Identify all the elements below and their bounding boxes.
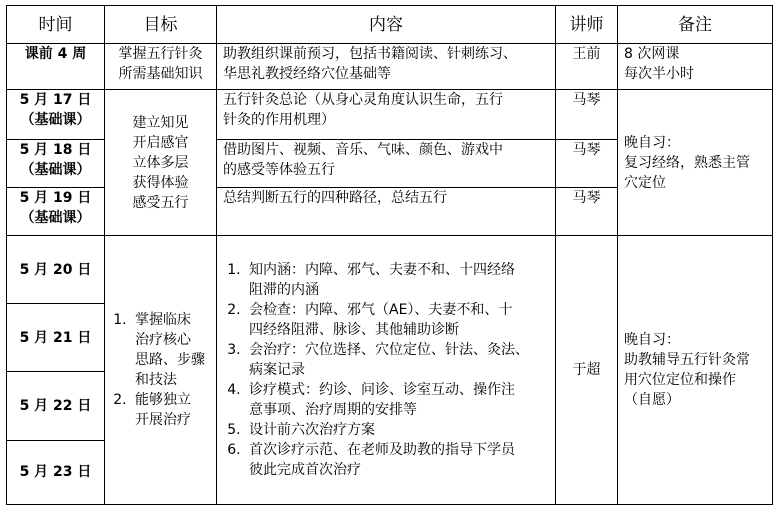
basic-notes-cell: 晚自习： 复习经络，熟悉主管 穴定位 — [618, 90, 773, 236]
time-cell: 5 月 23 日 — [7, 440, 105, 504]
content-cell: 总结判断五行的四种路径，总结五行 — [217, 187, 556, 235]
list-item: 3. 会治疗：穴位选择、穴位定位、针法、灸法、 病案记录 — [245, 340, 549, 380]
clinical-goal-list — [107, 310, 214, 430]
list-item: 2. 能够独立 开展治疗 — [131, 390, 214, 430]
lecturer-cell: 王前 — [556, 44, 618, 90]
clinical-content-list — [223, 260, 549, 480]
basic-goal-cell: 建立知见 开启感官 立体多层 获得体验 感受五行 — [105, 90, 217, 236]
list-item: 4. 诊疗模式：约诊、问诊、诊室互动、操作注 意事项、治疗周期的安排等 — [245, 380, 549, 420]
time-cell: 5 月 17 日 （基础课） — [7, 90, 105, 139]
table-row — [7, 235, 773, 303]
lecturer-cell: 马琴 — [556, 139, 618, 187]
content-cell: 借助图片、视频、音乐、气味、颜色、游戏中 的感受等体验五行 — [217, 139, 556, 187]
time-cell: 5 月 21 日 — [7, 304, 105, 372]
time-cell: 课前 4 周 — [7, 44, 105, 90]
clinical-goal-cell — [105, 235, 217, 504]
header-lecturer: 讲师 — [556, 6, 618, 44]
lecturer-cell: 马琴 — [556, 90, 618, 139]
clinical-content-cell — [217, 235, 556, 504]
time-cell: 5 月 19 日 （基础课） — [7, 187, 105, 235]
content-cell: 助教组织课前预习，包括书籍阅读、针刺练习、 华思礼教授经络穴位基础等 — [217, 44, 556, 90]
list-item: 5. 设计前六次治疗方案 — [245, 420, 549, 440]
content-cell: 五行针灸总论（从身心灵角度认识生命，五行 针灸的作用机理） — [217, 90, 556, 139]
list-item: 2. 会检查：内障、邪气（AE）、夫妻不和、十 四经络阻滞、脉诊、其他辅助诊断 — [245, 300, 549, 340]
schedule-table — [6, 5, 773, 505]
header-goal: 目标 — [105, 6, 217, 44]
time-cell: 5 月 18 日 （基础课） — [7, 139, 105, 187]
goal-cell: 掌握五行针灸 所需基础知识 — [105, 44, 217, 90]
table-row — [7, 90, 773, 139]
notes-cell: 8 次网课 每次半小时 — [618, 44, 773, 90]
lecturer-cell: 马琴 — [556, 187, 618, 235]
list-item: 1. 知内涵：内障、邪气、夫妻不和、十四经络 阻滞的内涵 — [245, 260, 549, 300]
header-time: 时间 — [7, 6, 105, 44]
table-row — [7, 44, 773, 90]
time-cell: 5 月 22 日 — [7, 372, 105, 440]
clinical-lecturer-cell: 于超 — [556, 235, 618, 504]
header-notes: 备注 — [618, 6, 773, 44]
time-cell: 5 月 20 日 — [7, 235, 105, 303]
header-row — [7, 6, 773, 44]
list-item: 1. 掌握临床 治疗核心 思路、步骤 和技法 — [131, 310, 214, 390]
clinical-notes-cell: 晚自习： 助教辅导五行针灸常 用穴位定位和操作 （自愿） — [618, 235, 773, 504]
header-content: 内容 — [217, 6, 556, 44]
list-item: 6. 首次诊疗示范、在老师及助教的指导下学员 彼此完成首次治疗 — [245, 440, 549, 480]
